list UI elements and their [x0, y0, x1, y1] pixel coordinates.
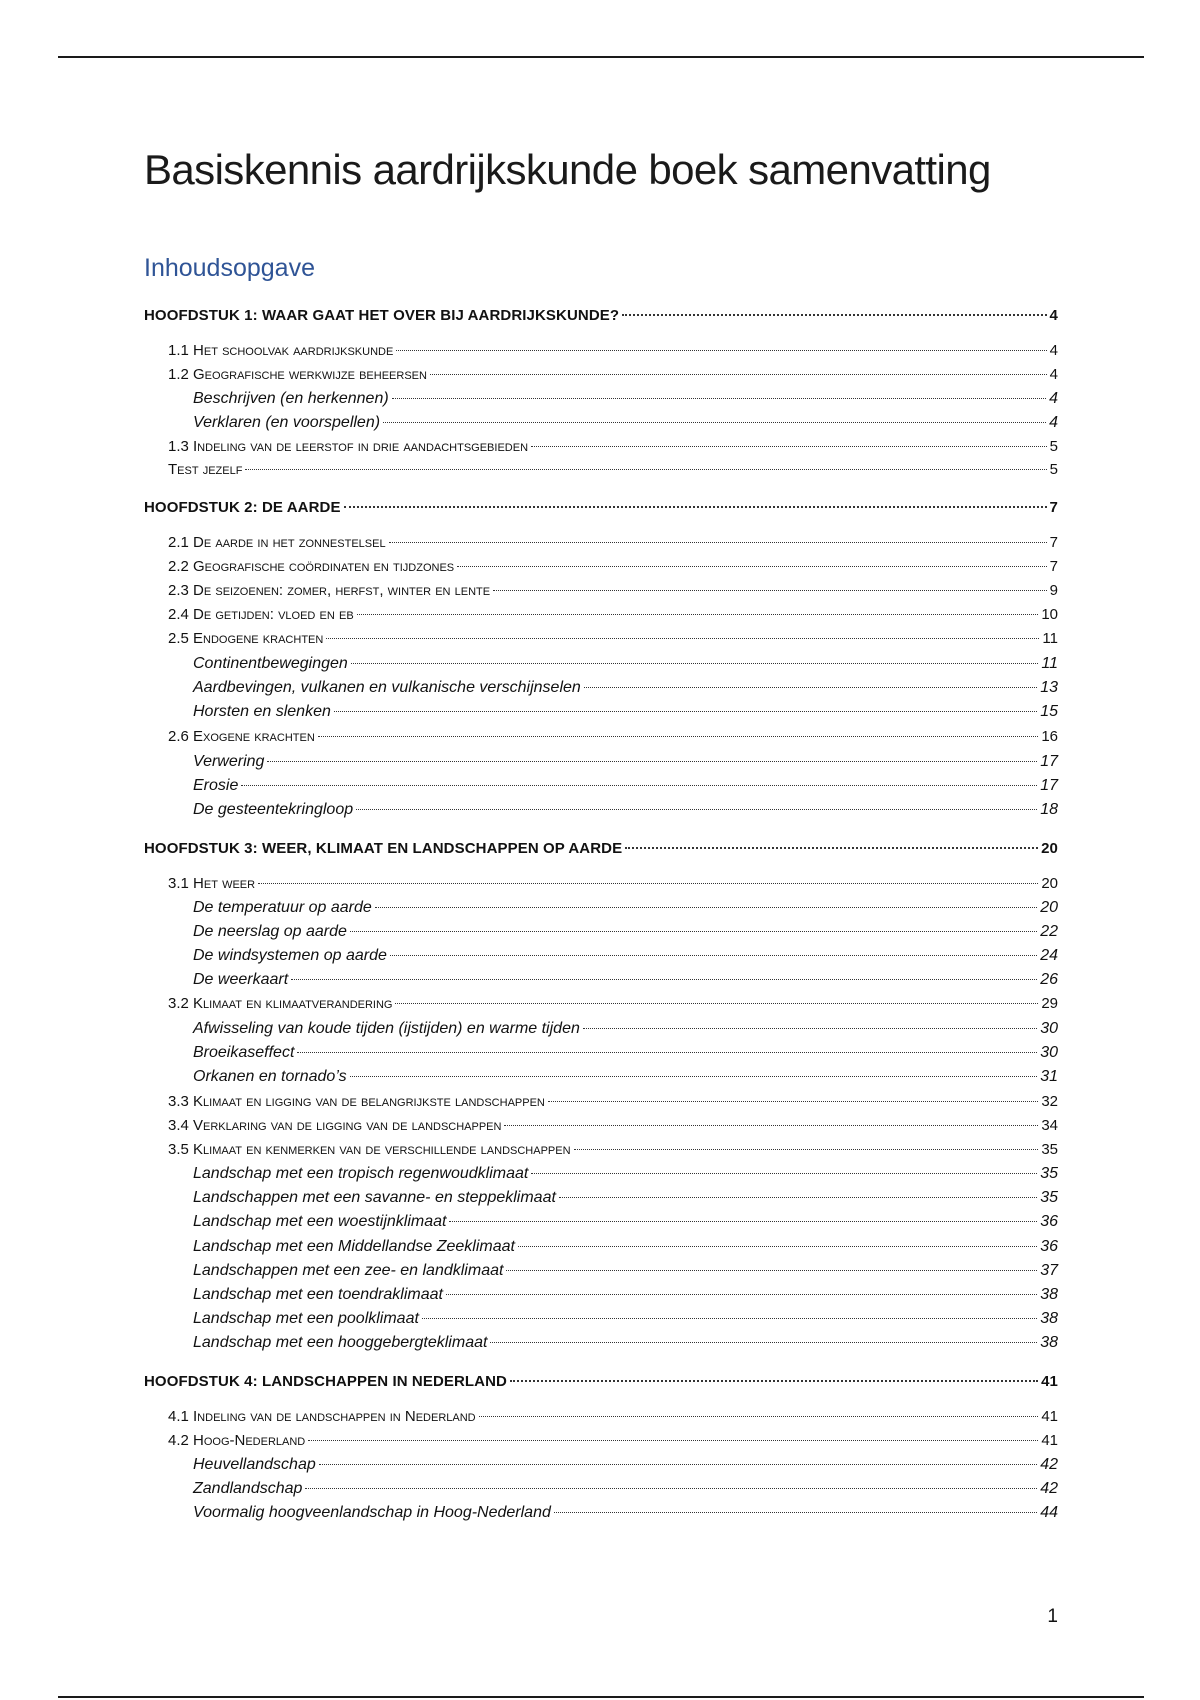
- toc-entry-level-2[interactable]: [168, 340, 1058, 362]
- toc-entry-page: 4: [1049, 342, 1058, 359]
- toc-entry-level-3[interactable]: [193, 799, 1058, 821]
- toc-entry-level-3[interactable]: [193, 945, 1058, 967]
- toc-entry-page: 41: [1041, 1408, 1058, 1425]
- toc-entry-page: 38: [1040, 1286, 1058, 1303]
- toc-entry-title: 3.4 Verklaring van de ligging van de landschappen: [168, 1117, 502, 1134]
- toc-dot-leader: [241, 785, 1037, 786]
- toc-dot-leader: [291, 979, 1037, 980]
- toc-entry-level-3[interactable]: [193, 1066, 1058, 1088]
- toc-entry-level-3[interactable]: [193, 921, 1058, 943]
- toc-entry-page: 11: [1042, 630, 1058, 647]
- toc-entry-page: 4: [1049, 307, 1058, 324]
- toc-entry-level-2[interactable]: [168, 436, 1058, 458]
- toc-entry-page: 35: [1040, 1189, 1058, 1206]
- toc-entry-title: 2.2 Geografische coördinaten en tijdzones: [168, 558, 455, 575]
- toc-entry-title: De windsystemen op aarde: [193, 947, 387, 964]
- toc-entry-level-3[interactable]: [193, 897, 1058, 919]
- toc-dot-leader: [430, 374, 1047, 375]
- toc-entry-level-2[interactable]: [168, 1115, 1058, 1137]
- toc-entry-level-3[interactable]: [193, 653, 1058, 675]
- toc-dot-leader: [510, 1380, 1038, 1382]
- toc-entry-title: Landschap met een hooggebergteklimaat: [193, 1334, 488, 1351]
- toc-entry-level-3[interactable]: [193, 1018, 1058, 1040]
- toc-entry-title: 2.5 Endogene krachten: [168, 630, 324, 647]
- toc-entry-page: 41: [1041, 1373, 1058, 1390]
- toc-entry-page: 35: [1041, 1141, 1058, 1158]
- toc-entry-level-3[interactable]: [193, 751, 1058, 773]
- toc-entry-page: 17: [1040, 753, 1058, 770]
- toc-dot-leader: [479, 1416, 1039, 1417]
- toc-entry-page: 44: [1040, 1504, 1058, 1521]
- toc-dot-leader: [396, 350, 1046, 351]
- toc-entry-title: Landschap met een woestijnklimaat: [193, 1213, 447, 1230]
- toc-entry-title: Verklaren (en voorspellen): [193, 414, 381, 431]
- toc-entry-title: Landschappen met een savanne- en steppeklimaat: [193, 1189, 556, 1206]
- toc-entry-level-3[interactable]: [193, 677, 1058, 699]
- toc-entry-level-2[interactable]: [168, 364, 1058, 386]
- toc-entry-level-1[interactable]: [144, 838, 1058, 860]
- toc-entry-page: 15: [1040, 703, 1058, 720]
- toc-entry-page: 5: [1049, 461, 1058, 478]
- toc-entry-title: HOOFDSTUK 4: LANDSCHAPPEN IN NEDERLAND: [144, 1373, 507, 1390]
- toc-dot-leader: [318, 736, 1039, 737]
- toc-entry-level-2[interactable]: [168, 628, 1058, 650]
- toc-entry-level-2[interactable]: [168, 1139, 1058, 1161]
- toc-entry-level-3[interactable]: [193, 1454, 1058, 1476]
- toc-entry-title: 4.2 Hoog-Nederland: [168, 1432, 306, 1449]
- toc-dot-leader: [531, 1173, 1037, 1174]
- toc-dot-leader: [457, 566, 1047, 567]
- toc-entry-page: 41: [1041, 1432, 1058, 1449]
- toc-entry-page: 31: [1040, 1068, 1058, 1085]
- toc-entry-title: 2.4 De getijden: vloed en eb: [168, 606, 354, 623]
- toc-entry-title: 4.1 Indeling van de landschappen in Nederland: [168, 1408, 476, 1425]
- toc-entry-title: Landschap met een tropisch regenwoudklimaat: [193, 1165, 529, 1182]
- toc-dot-leader: [504, 1125, 1038, 1126]
- toc-entry-level-2[interactable]: [168, 1091, 1058, 1113]
- toc-entry-level-3[interactable]: [193, 1502, 1058, 1524]
- toc-entry-title: 3.2 Klimaat en klimaatverandering: [168, 995, 393, 1012]
- toc-entry-level-3[interactable]: [193, 412, 1058, 434]
- toc-dot-leader: [305, 1488, 1037, 1489]
- toc-dot-leader: [351, 663, 1039, 664]
- toc-entry-title: 1.2 Geografische werkwijze beheersen: [168, 366, 427, 383]
- toc-entry-page: 16: [1041, 728, 1058, 745]
- toc-entry-page: 10: [1041, 606, 1058, 623]
- toc-entry-page: 4: [1049, 414, 1058, 431]
- toc-entry-title: 3.3 Klimaat en ligging van de belangrijkste landschappen: [168, 1093, 545, 1110]
- toc-entry-level-3[interactable]: [193, 1236, 1058, 1258]
- toc-entry-title: Landschap met een Middellandse Zeeklimaat: [193, 1238, 515, 1255]
- toc-entry-title: Zandlandschap: [193, 1480, 303, 1497]
- toc-dot-leader: [422, 1318, 1037, 1319]
- toc-dot-leader: [506, 1270, 1037, 1271]
- toc-entry-page: 20: [1041, 875, 1058, 892]
- toc-entry-level-3[interactable]: [193, 969, 1058, 991]
- toc-entry-title: Broeikaseffect: [193, 1044, 295, 1061]
- toc-dot-leader: [625, 847, 1038, 849]
- toc-entry-level-2[interactable]: [168, 580, 1058, 602]
- toc-entry-title: De gesteentekringloop: [193, 801, 354, 818]
- toc-entry-level-2[interactable]: [168, 459, 1058, 481]
- toc-entry-page: 7: [1049, 499, 1058, 516]
- toc-entry-title: 3.5 Klimaat en kenmerken van de verschillende landschappen: [168, 1141, 571, 1158]
- toc-entry-page: 4: [1049, 390, 1058, 407]
- toc-dot-leader: [245, 469, 1046, 470]
- toc-entry-title: Voormalig hoogveenlandschap in Hoog-Nederland: [193, 1504, 551, 1521]
- toc-dot-leader: [622, 314, 1046, 316]
- toc-entry-level-3[interactable]: [193, 1042, 1058, 1064]
- toc-entry-level-2[interactable]: [168, 556, 1058, 578]
- toc-dot-leader: [319, 1464, 1037, 1465]
- toc-dot-leader: [554, 1512, 1037, 1513]
- toc-entry-level-3[interactable]: [193, 1332, 1058, 1354]
- toc-dot-leader: [357, 614, 1039, 615]
- toc-entry-page: 5: [1049, 438, 1058, 455]
- toc-entry-title: Verwering: [193, 753, 265, 770]
- toc-entry-title: Afwisseling van koude tijden (ijstijden) en warme tijden: [193, 1020, 580, 1037]
- toc-entry-title: 2.3 De seizoenen: zomer, herfst, winter en lente: [168, 582, 491, 599]
- toc-entry-level-3[interactable]: [193, 1211, 1058, 1233]
- toc-entry-level-3[interactable]: [193, 1478, 1058, 1500]
- toc-entry-page: 36: [1040, 1213, 1058, 1230]
- toc-entry-page: 38: [1040, 1334, 1058, 1351]
- toc-entry-level-2[interactable]: [168, 993, 1058, 1015]
- toc-entry-page: 4: [1049, 366, 1058, 383]
- toc-entry-page: 30: [1040, 1020, 1058, 1037]
- toc-entry-page: 38: [1040, 1310, 1058, 1327]
- toc-dot-leader: [308, 1440, 1038, 1441]
- toc-dot-leader: [395, 1003, 1038, 1004]
- toc-entry-title: HOOFDSTUK 3: WEER, KLIMAAT EN LANDSCHAPPEN OP AARDE: [144, 840, 623, 857]
- toc-entry-title: 2.1 De aarde in het zonnestelsel: [168, 534, 386, 551]
- toc-entry-page: 42: [1040, 1480, 1058, 1497]
- toc-entry-level-3[interactable]: [193, 1308, 1058, 1330]
- toc-dot-leader: [267, 761, 1037, 762]
- toc-entry-page: 13: [1040, 679, 1058, 696]
- toc-dot-leader: [326, 638, 1039, 639]
- toc-entry-title: Continentbewegingen: [193, 655, 348, 672]
- toc-entry-title: Test jezelf: [168, 461, 243, 478]
- toc-entry-title: Beschrijven (en herkennen): [193, 390, 389, 407]
- toc-dot-leader: [548, 1101, 1038, 1102]
- toc-entry-page: 20: [1041, 840, 1058, 857]
- toc-entry-title: Horsten en slenken: [193, 703, 331, 720]
- toc-entry-page: 32: [1041, 1093, 1058, 1110]
- toc-entry-level-1[interactable]: [144, 305, 1058, 327]
- toc-entry-page: 22: [1040, 923, 1058, 940]
- toc-entry-page: 34: [1041, 1117, 1058, 1134]
- toc-dot-leader: [584, 687, 1037, 688]
- toc-dot-leader: [350, 931, 1037, 932]
- toc-entry-title: Landschappen met een zee- en landklimaat: [193, 1262, 504, 1279]
- toc-entry-page: 7: [1049, 558, 1058, 575]
- toc-entry-level-3[interactable]: [193, 701, 1058, 723]
- toc-entry-page: 24: [1040, 947, 1058, 964]
- toc-entry-page: 36: [1040, 1238, 1058, 1255]
- toc-entry-page: 17: [1040, 777, 1058, 794]
- toc-entry-title: HOOFDSTUK 2: DE AARDE: [144, 499, 341, 516]
- toc-dot-leader: [574, 1149, 1039, 1150]
- toc-entry-title: 1.1 Het schoolvak aardrijkskunde: [168, 342, 394, 359]
- toc-entry-page: 7: [1049, 534, 1058, 551]
- toc-dot-leader: [446, 1294, 1037, 1295]
- toc-entry-level-2[interactable]: [168, 1406, 1058, 1428]
- toc-entry-title: Orkanen en tornado’s: [193, 1068, 347, 1085]
- toc-entry-page: 29: [1041, 995, 1058, 1012]
- toc-entry-title: Aardbevingen, vulkanen en vulkanische verschijnselen: [193, 679, 581, 696]
- toc-dot-leader: [518, 1246, 1037, 1247]
- toc-entry-level-1[interactable]: [144, 497, 1058, 519]
- toc-dot-leader: [389, 542, 1047, 543]
- toc-dot-leader: [559, 1197, 1037, 1198]
- toc-entry-level-1[interactable]: [144, 1371, 1058, 1393]
- document-title: Basiskennis aardrijkskunde boek samenvatting: [144, 146, 991, 193]
- toc-entry-title: 1.3 Indeling van de leerstof in drie aandachtsgebieden: [168, 438, 529, 455]
- toc-entry-title: Erosie: [193, 777, 239, 794]
- toc-dot-leader: [350, 1076, 1038, 1077]
- toc-entry-level-3[interactable]: [193, 388, 1058, 410]
- toc-dot-leader: [375, 907, 1037, 908]
- toc-dot-leader: [258, 883, 1038, 884]
- toc-dot-leader: [390, 955, 1037, 956]
- toc-entry-page: 37: [1040, 1262, 1058, 1279]
- toc-dot-leader: [334, 711, 1037, 712]
- toc-entry-title: De temperatuur op aarde: [193, 899, 372, 916]
- toc-entry-title: HOOFDSTUK 1: WAAR GAAT HET OVER BIJ AARDRIJKSKUNDE?: [144, 307, 620, 324]
- toc-entry-level-3[interactable]: [193, 1284, 1058, 1306]
- toc-entry-page: 11: [1041, 655, 1058, 672]
- toc-entry-page: 9: [1049, 582, 1058, 599]
- toc-entry-title: De weerkaart: [193, 971, 289, 988]
- toc-entry-page: 20: [1040, 899, 1058, 916]
- toc-entry-page: 42: [1040, 1456, 1058, 1473]
- toc-dot-leader: [297, 1052, 1037, 1053]
- toc-entry-title: Heuvellandschap: [193, 1456, 316, 1473]
- toc-entry-page: 35: [1040, 1165, 1058, 1182]
- toc-entry-level-2[interactable]: [168, 604, 1058, 626]
- toc-entry-title: Landschap met een poolklimaat: [193, 1310, 419, 1327]
- toc-entry-title: 2.6 Exogene krachten: [168, 728, 315, 745]
- toc-entry-level-3[interactable]: [193, 1260, 1058, 1282]
- toc-entry-title: Landschap met een toendraklimaat: [193, 1286, 443, 1303]
- toc-entry-page: 26: [1040, 971, 1058, 988]
- page-number: 1: [1047, 1606, 1058, 1627]
- toc-entry-page: 30: [1040, 1044, 1058, 1061]
- toc-entry-level-2[interactable]: [168, 726, 1058, 748]
- toc-heading: Inhoudsopgave: [144, 254, 315, 282]
- toc-entry-title: De neerslag op aarde: [193, 923, 347, 940]
- toc-entry-level-2[interactable]: [168, 532, 1058, 554]
- toc-entry-level-3[interactable]: [193, 1187, 1058, 1209]
- toc-entry-level-2[interactable]: [168, 1430, 1058, 1452]
- toc-entry-level-3[interactable]: [193, 1163, 1058, 1185]
- toc-entry-title: 3.1 Het weer: [168, 875, 256, 892]
- toc-dot-leader: [490, 1342, 1037, 1343]
- footer-rule: [58, 1696, 1144, 1698]
- toc-dot-leader: [583, 1028, 1037, 1029]
- toc-entry-level-2[interactable]: [168, 873, 1058, 895]
- toc-dot-leader: [392, 398, 1046, 399]
- toc-entry-level-3[interactable]: [193, 775, 1058, 797]
- toc-dot-leader: [531, 446, 1047, 447]
- toc-dot-leader: [356, 809, 1037, 810]
- toc-dot-leader: [383, 422, 1046, 423]
- toc-dot-leader: [449, 1221, 1037, 1222]
- toc-dot-leader: [493, 590, 1047, 591]
- toc-entry-page: 18: [1040, 801, 1058, 818]
- toc-dot-leader: [344, 506, 1047, 508]
